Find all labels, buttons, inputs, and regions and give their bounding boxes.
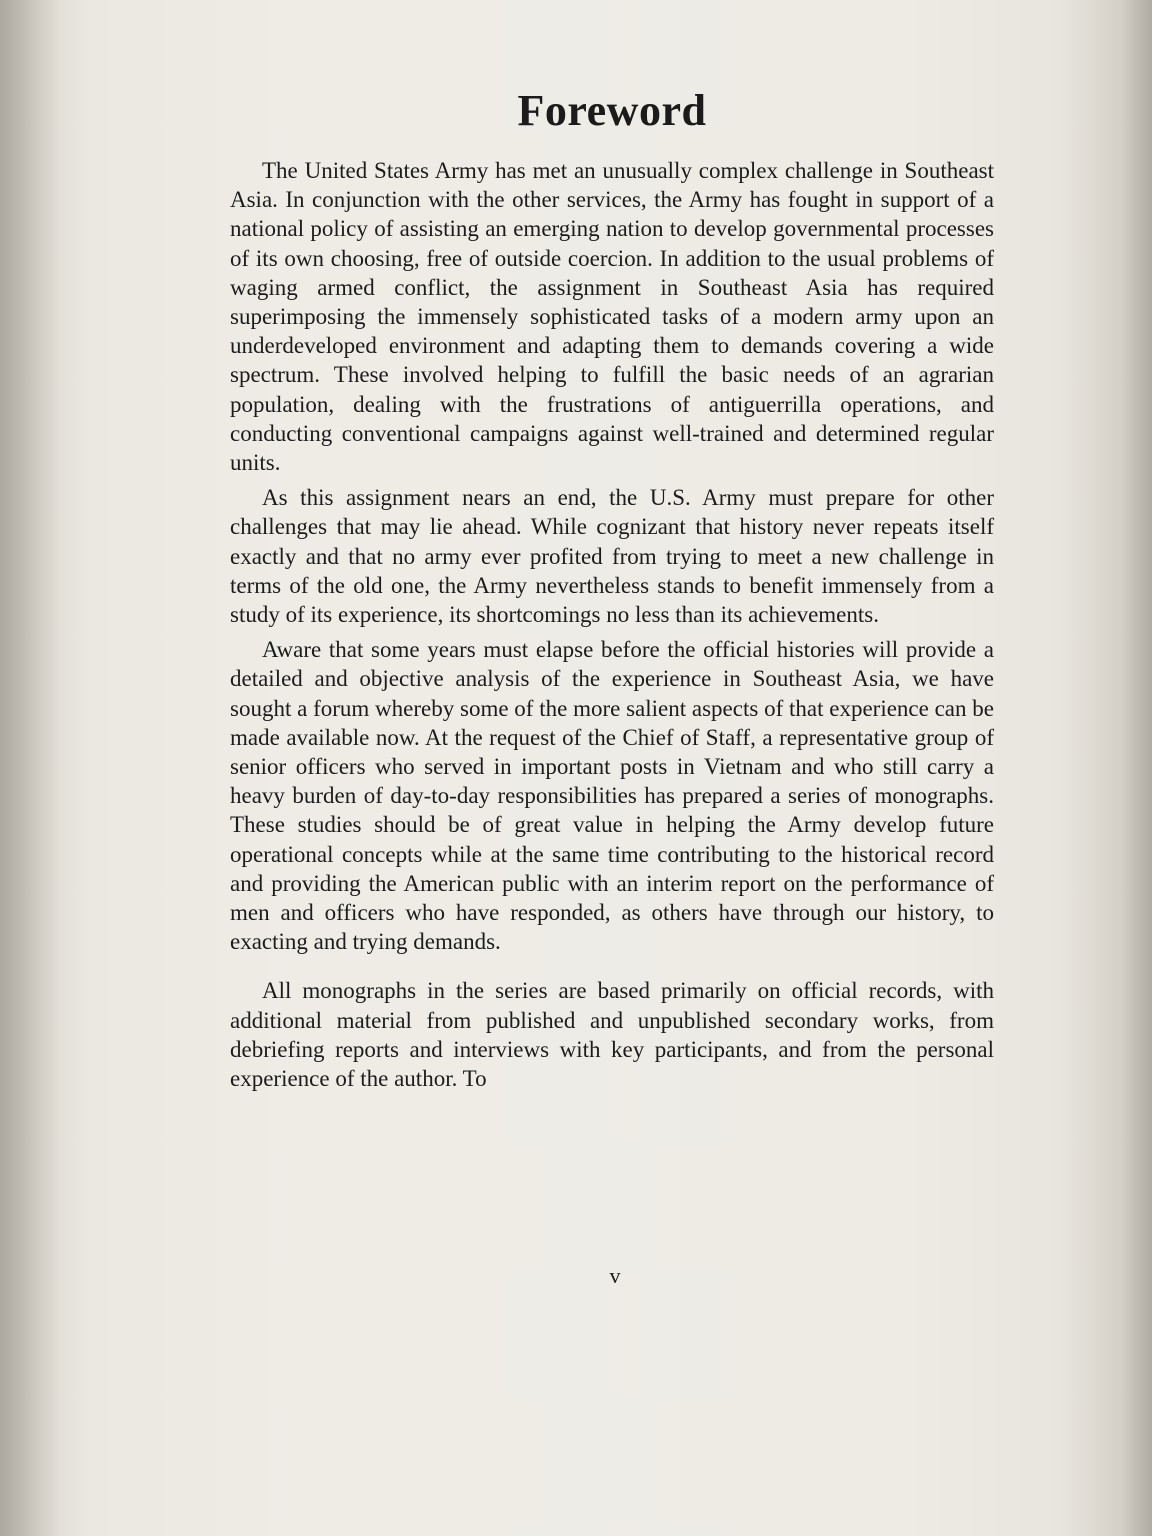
foreword-body (230, 156, 994, 1099)
paragraph-2: As this assignment nears an end, the U.S. Army must prepare for other challenges that may lie ahead. While cognizant that history never repeats itself exactly and that no army ever profited from trying to meet a new challenge in terms of the old one, the Army nevertheless stands to benefit immensely from a study of its experience, its shortcomings no less than its achievements. (230, 485, 994, 628)
paragraph-1: The United States Army has met an unusually complex challenge in Southeast Asia. In conjunction with the other services, the Army has fought in support of a national policy of assisting an emerging nation to develop governmental processes of its own choosing, free of outside coercion. In addition to the usual problems of waging armed conflict, the assignment in Southeast Asia has required superimposing the immensely sophisticated tasks of a modern army upon an underdeveloped environment and adapting them to demands covering a wide spectrum. These involved helping to fulfill the basic needs of an agrarian population, dealing with the frustrations of antiguerrilla operations, and conducting conventional campaigns against well-trained and determined regular units. (230, 158, 994, 476)
paragraph-3: Aware that some years must elapse before the official histories will provide a detailed and objective analysis of the experience in Southeast Asia, we have sought a forum whereby some of the more salient aspects of that experience can be made available now. At the request of the Chief of Staff, a representative group of senior officers who served in important posts in Vietnam and who still carry a heavy burden of day-to-day responsibilities has prepared a series of monographs. These studies should be of great value in helping the Army develop future operational concepts while at the same time contributing to the historical record and providing the American public with an interim report on the performance of men and officers who have responded, as others have through our history, to exacting and trying demands. (230, 637, 994, 955)
paragraph-4: All monographs in the series are based primarily on official records, with additional material from published and unpublished secondary works, from debriefing reports and interviews with key participants, and from the personal experience of the author. To (230, 978, 994, 1092)
spine-shadow (0, 0, 60, 1536)
page-title: Foreword (517, 86, 707, 136)
page-edge-shadow (1122, 0, 1152, 1536)
page-number: v (609, 1263, 621, 1288)
